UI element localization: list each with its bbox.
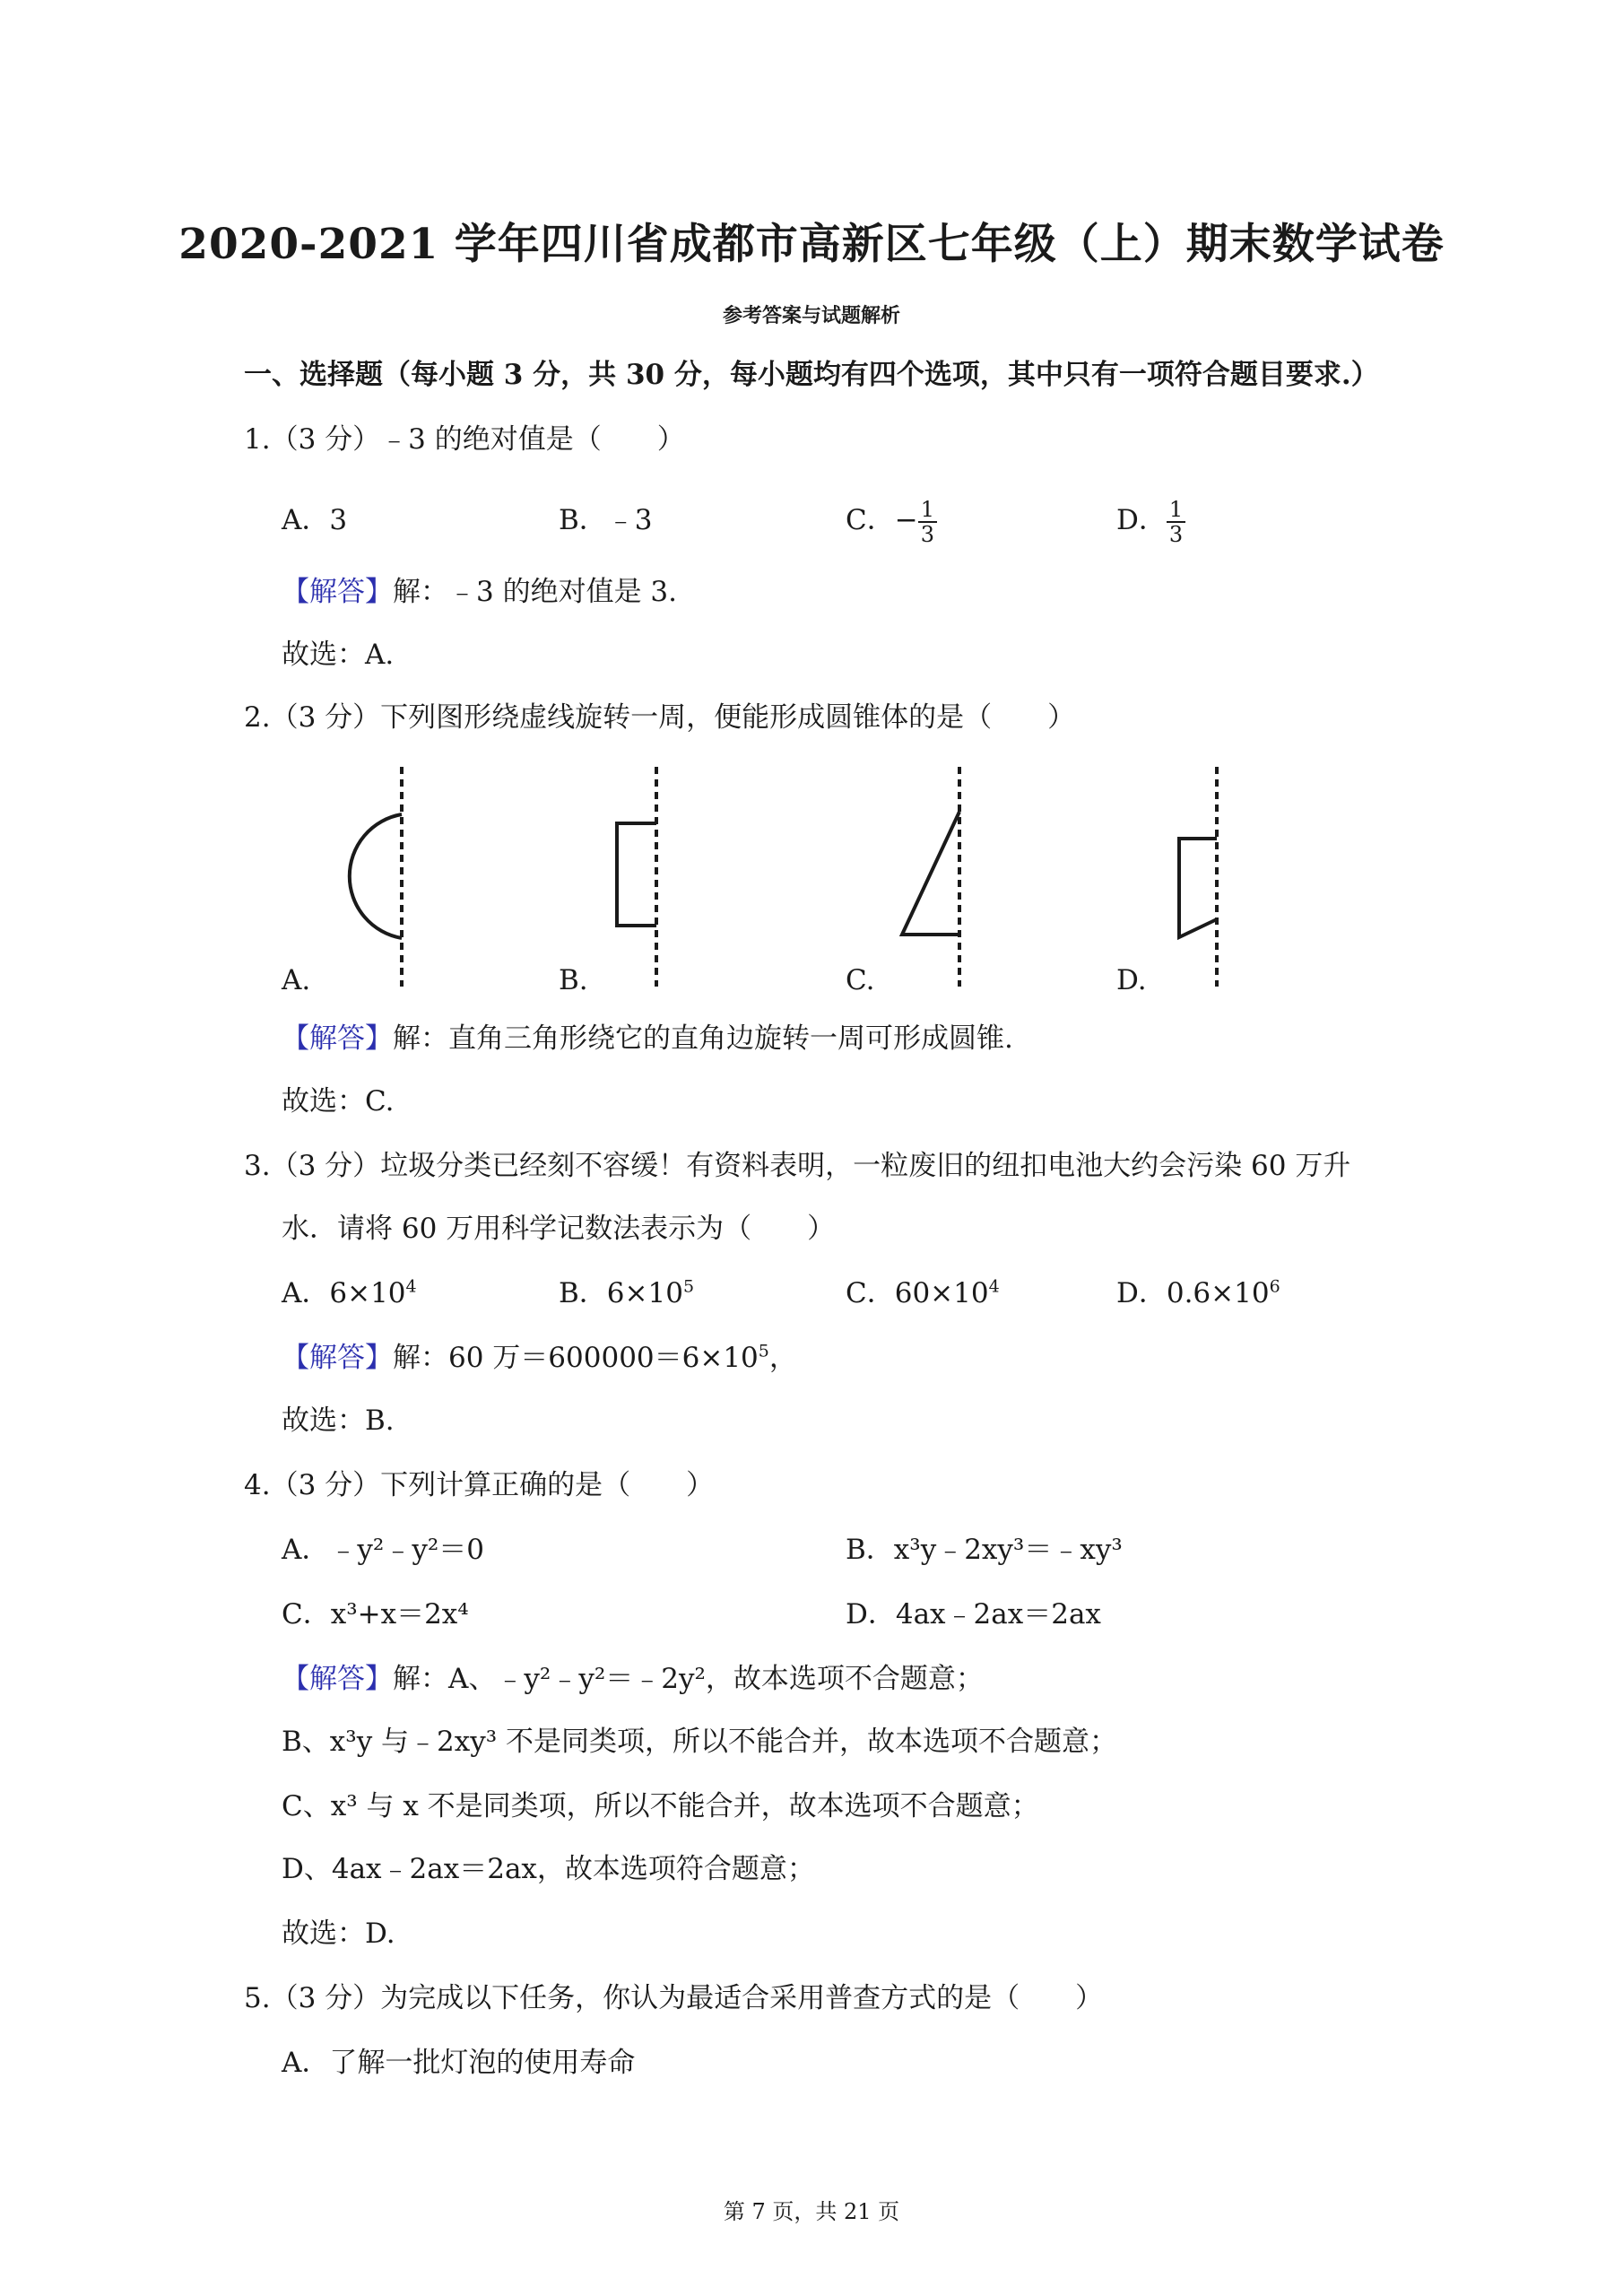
- section-heading: 一、选择题（每小题 3 分，共 30 分，每小题均有四个选项，其中只有一项符合题目要求.）: [244, 359, 1379, 391]
- q3-solution: 【解答】解：60 万$=600000=6\times 10^5$，: [282, 1341, 797, 1374]
- q4-option-c: C．x³+x＝2x⁴: [282, 1598, 469, 1631]
- q2-figures: [269, 762, 1273, 996]
- q1-option-a: A．3: [282, 504, 348, 536]
- q2-stem: 2.（3 分）下列图形绕虚线旋转一周，便能形成圆锥体的是（ ）: [244, 701, 1076, 734]
- answer-tag: 【解答】: [282, 1663, 393, 1695]
- q1-option-c: C．− $\frac{1}{3}$: [846, 486, 937, 554]
- q2-solution: 【解答】解：直角三角形绕它的直角边旋转一周可形成圆锥.: [282, 1022, 1013, 1055]
- q1-stem: 1.（3 分）﹣3 的绝对值是（ ）: [244, 423, 685, 456]
- q5-stem: 5.（3 分）为完成以下任务，你认为最适合采用普查方式的是（ ）: [244, 1982, 1104, 2014]
- q1-option-b: B．﹣3: [559, 504, 653, 536]
- q3-option-a: A．$6\times 10^4$: [282, 1276, 417, 1309]
- q2-label-b: B.: [559, 964, 588, 996]
- q1-solution: 【解答】解：﹣3 的绝对值是 3.: [282, 576, 678, 608]
- q1-choice: 故选：A.: [282, 639, 395, 671]
- q4-option-d: D．4ax﹣2ax＝2ax: [846, 1598, 1101, 1631]
- q3-option-b: B．$6\times 10^5$: [559, 1276, 695, 1309]
- q4-option-b: B．x³y﹣2xy³＝﹣xy³: [846, 1534, 1123, 1566]
- q4-stem: 4.（3 分）下列计算正确的是（ ）: [244, 1469, 715, 1501]
- page-footer: 第 7 页，共 21 页: [723, 2199, 900, 2224]
- answer-tag: 【解答】: [282, 576, 393, 608]
- q2-choice: 故选：C.: [282, 1085, 395, 1118]
- figure-a-semicircle: [350, 767, 402, 987]
- answer-tag: 【解答】: [282, 1342, 393, 1374]
- q1-option-c-fraction: $\frac{1}{3}$: [918, 498, 937, 546]
- q2-label-d: D.: [1116, 964, 1147, 996]
- answer-tag: 【解答】: [282, 1022, 393, 1055]
- q3-stem-line1: 3.（3 分）垃圾分类已经刻不容缓！有资料表明，一粒废旧的纽扣电池大约会污染 60 万升: [244, 1150, 1351, 1182]
- figure-d-trapezoid: [1179, 767, 1217, 987]
- document-subtitle: 参考答案与试题解析: [722, 304, 900, 327]
- figure-b-rectangle: [617, 767, 656, 987]
- q4-solution-line2: B、x³y 与﹣2xy³ 不是同类项，所以不能合并，故本选项不合题意；: [282, 1726, 1118, 1758]
- document-title: 2020-2021 学年四川省成都市高新区七年级（上）期末数学试卷: [178, 220, 1445, 269]
- q4-choice: 故选：D.: [282, 1918, 395, 1950]
- q4-solution-line1: 【解答】解：A、﹣y²﹣y²＝﹣2y²，故本选项不合题意；: [282, 1663, 984, 1695]
- q4-solution-line3: C、x³ 与 x 不是同类项，所以不能合并，故本选项不合题意；: [282, 1790, 1039, 1822]
- q1-option-d: D． $\frac{1}{3}$: [1116, 486, 1185, 554]
- q2-label-c: C.: [846, 964, 875, 996]
- figure-c-right-triangle: [902, 767, 959, 987]
- q5-option-a: A．了解一批灯泡的使用寿命: [282, 2047, 636, 2079]
- q3-option-c: C．$60\times 10^4$: [846, 1276, 1000, 1309]
- q3-stem-line2: 水．请将 60 万用科学记数法表示为（ ）: [282, 1213, 836, 1245]
- q3-choice: 故选：B.: [282, 1405, 395, 1437]
- q4-option-a: A．﹣y²﹣y²＝0: [282, 1534, 484, 1566]
- q3-option-d: D．$0.6\times 10^6$: [1116, 1276, 1280, 1309]
- q1-option-d-fraction: $\frac{1}{3}$: [1167, 498, 1185, 546]
- q2-label-a: A.: [282, 964, 311, 996]
- q4-solution-line4: D、4ax﹣2ax＝2ax，故本选项符合题意；: [282, 1853, 815, 1885]
